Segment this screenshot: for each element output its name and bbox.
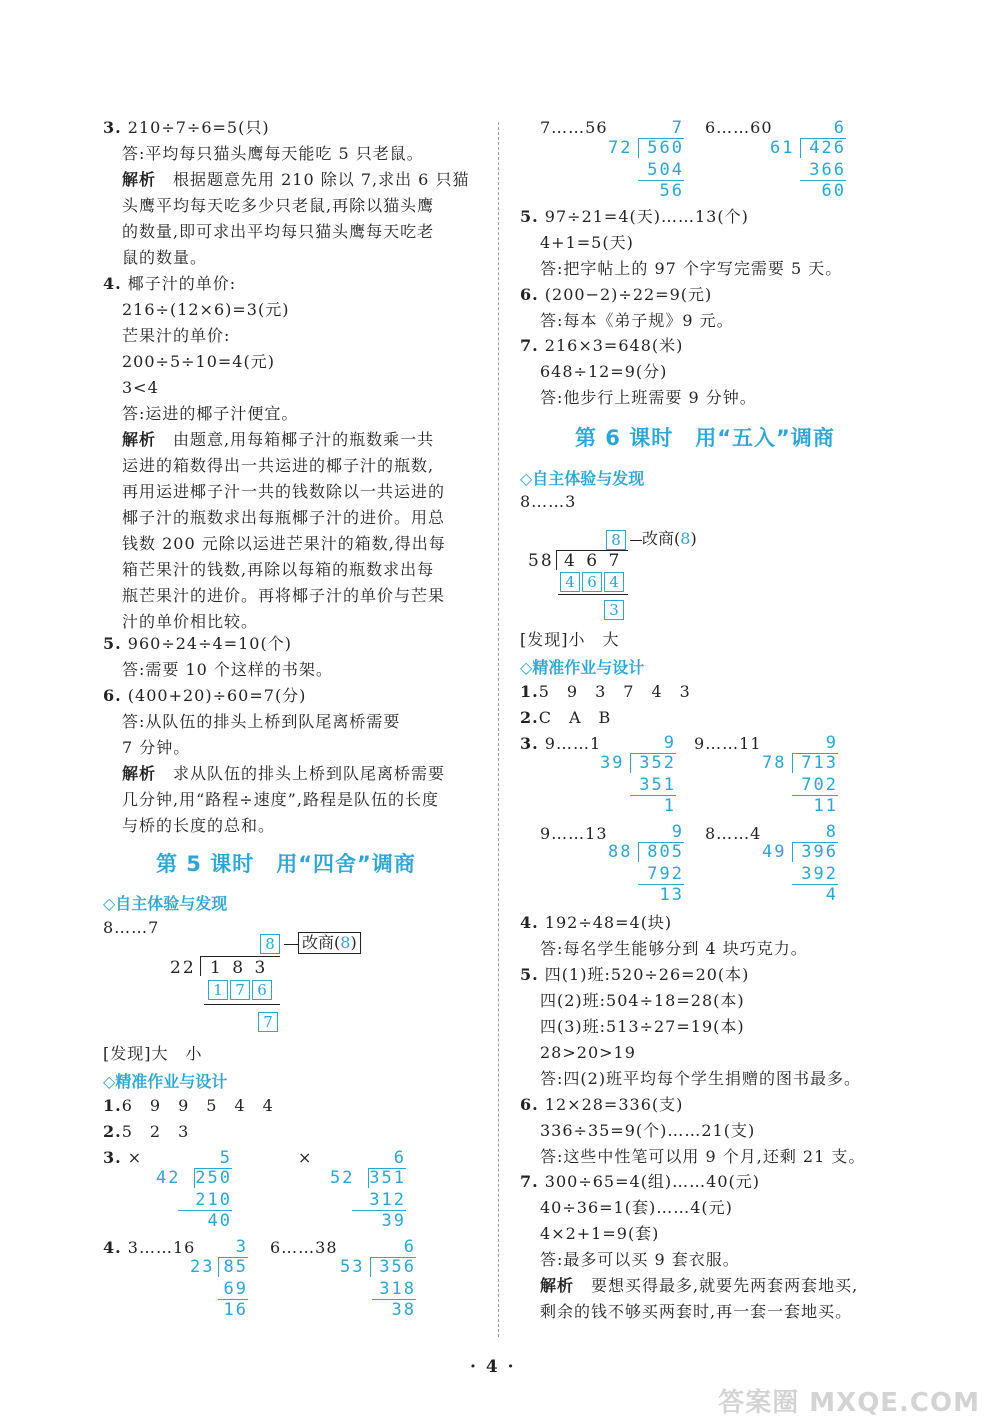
change-value: 8	[340, 933, 351, 952]
q4-analysis-1	[122, 428, 434, 452]
subtraction-bar	[204, 1004, 280, 1005]
q6-analysis-1	[122, 762, 445, 786]
q6-number: 6.	[520, 285, 539, 304]
discover-text: 大 小	[151, 1044, 203, 1063]
column-divider	[498, 122, 499, 1337]
dividend: 396	[801, 842, 838, 862]
r-q6-answer: 答:每本《弟子规》9 元。	[540, 311, 734, 330]
q4-analysis-3: 再用运进椰子汁一共的钱数除以一共运进的	[122, 482, 446, 501]
subtraction-bar	[558, 594, 628, 595]
r-q5-line2: 4+1=5(天)	[540, 233, 634, 252]
watermark-logo: 答案圈 MXQE.COM	[718, 1388, 980, 1418]
connector-line	[284, 944, 298, 945]
q4-analysis-6: 箱芒果汁的钱数,再除以每箱的瓶数求出每	[122, 560, 435, 579]
a4-number: 4.	[103, 1238, 122, 1257]
lesson6-answer: 8……3	[520, 492, 577, 511]
a2-text: 5 2 3	[121, 1122, 190, 1141]
a3-number: 3.	[103, 1148, 122, 1167]
remainder: 13	[659, 885, 684, 905]
quotient: 6	[393, 1148, 406, 1168]
lesson6-a6-answer: 答:这些中性笔可以用 9 个月,还剩 21 支。	[540, 1147, 866, 1166]
dividend: 250	[195, 1168, 232, 1188]
quotient: 7	[671, 118, 684, 138]
q5-line1	[103, 632, 292, 656]
page-number: · 4 ·	[470, 1357, 516, 1377]
q6-equation: (400+20)÷60=7(分)	[127, 686, 307, 705]
long-division	[608, 822, 684, 910]
long-division	[762, 733, 838, 821]
q6-number: 6.	[103, 686, 122, 705]
q4-analysis-8: 汁的单价相比较。	[122, 612, 259, 631]
divisor: 39	[600, 753, 625, 773]
change-value: 8	[680, 529, 691, 548]
r-q7-line2: 648÷12=9(分)	[540, 362, 668, 381]
connector-line	[630, 540, 642, 541]
long-division	[770, 118, 846, 206]
divisor: 22	[170, 958, 196, 978]
q6-analysis-3: 与桥的长度的总和。	[122, 816, 276, 835]
a6-number: 6.	[520, 1095, 539, 1114]
divisor: 49	[762, 842, 787, 862]
product-digit-box: 4	[560, 572, 580, 592]
division-bracket	[200, 956, 201, 976]
a3-text-1: 9……1	[544, 734, 602, 753]
lesson6-section-explore: ◇自主体验与发现	[520, 469, 645, 488]
division-bracket	[630, 753, 631, 773]
q4-line1	[103, 272, 236, 296]
a2-number: 2.	[520, 708, 539, 727]
product: 312	[369, 1190, 406, 1210]
q3-equation: 210÷7÷6=5(只)	[127, 118, 270, 137]
q4-line3: 芒果汁的单价:	[122, 326, 231, 345]
q4-answer: 答:运进的椰子汁便宜。	[122, 404, 299, 423]
division-bracket	[638, 842, 639, 862]
dividend: 356	[379, 1257, 416, 1277]
product: 366	[809, 160, 846, 180]
q4-line4: 200÷5÷10=4(元)	[122, 352, 275, 371]
change-quotient-note	[298, 932, 361, 954]
product: 392	[801, 864, 838, 884]
divisor: 88	[608, 842, 633, 862]
lesson6-a6	[520, 1093, 683, 1117]
lesson6-a6-line2: 336÷35=9(个)……21(支)	[540, 1121, 756, 1140]
division-bracket	[218, 1257, 219, 1277]
product: 351	[639, 775, 676, 795]
quotient: 9	[671, 822, 684, 842]
long-division	[762, 822, 838, 910]
q5-equation: 97÷21=4(天)……13(个)	[544, 207, 749, 226]
lesson6-analysis-2: 剩余的钱不够买两套时,再一套一套地买。	[540, 1302, 853, 1321]
divisor: 78	[762, 753, 787, 773]
q4-analysis-4: 椰子汁的瓶数求出每瓶椰子汁的进价。用总	[122, 508, 446, 527]
q4-text: 椰子汁的单价:	[127, 274, 237, 293]
q4-number: 4.	[103, 274, 122, 293]
divisor: 52	[330, 1168, 355, 1188]
q3-answer: 答:平均每只猫头鹰每天能吃 5 只老鼠。	[122, 144, 424, 163]
remainder: 1	[663, 796, 676, 816]
long-division	[600, 733, 676, 821]
q6-line1	[103, 684, 306, 708]
product: 69	[223, 1279, 248, 1299]
product: 702	[801, 775, 838, 795]
lesson5-section-explore: ◇自主体验与发现	[103, 894, 228, 913]
q7-number: 7.	[520, 336, 539, 355]
lesson6-a5	[520, 963, 749, 987]
q3-analysis-4: 鼠的数量。	[122, 248, 208, 267]
division-bracket	[556, 550, 557, 570]
lesson5-a1	[103, 1094, 274, 1118]
analysis-label: 解析	[122, 764, 157, 783]
q4-line2: 216÷(12×6)=3(元)	[122, 300, 290, 319]
lesson5-a3	[103, 1146, 142, 1170]
remainder: 4	[825, 885, 838, 905]
lesson5-discover	[103, 1042, 203, 1066]
a4-equation: 192÷48=4(块)	[544, 913, 673, 932]
dividend: 4 6 7	[564, 551, 623, 571]
lesson5-section-homework: ◇精准作业与设计	[103, 1072, 228, 1091]
dividend: 351	[369, 1168, 406, 1188]
division-bracket	[792, 753, 793, 773]
product: 792	[647, 864, 684, 884]
lesson6-a4	[520, 911, 672, 935]
long-division	[156, 1148, 232, 1236]
q5-number: 5.	[520, 207, 539, 226]
q3-analysis-3: 的数量,即可求出平均每只猫头鹰每天吃老	[122, 222, 435, 241]
product: 504	[647, 160, 684, 180]
q4-line5: 3<4	[122, 378, 159, 397]
top-text-1: 7……56	[540, 118, 608, 137]
remainder: 16	[223, 1300, 248, 1320]
lesson6-analysis-1	[540, 1274, 858, 1298]
lesson6-a3	[520, 732, 601, 756]
r-q5-line1	[520, 205, 749, 229]
a1-number: 1.	[520, 682, 539, 701]
a2-text: C A B	[538, 708, 612, 727]
r-q6-line1	[520, 283, 712, 307]
dividend: 1 8 3	[210, 958, 269, 978]
top-text-2: 6……60	[705, 118, 773, 137]
quotient: 6	[833, 118, 846, 138]
lesson6-a7-answer: 答:最多可以买 9 套衣服。	[540, 1250, 740, 1269]
r-q7-line1	[520, 334, 683, 358]
analysis-label: 解析	[122, 430, 157, 449]
q6-equation: (200−2)÷22=9(元)	[544, 285, 713, 304]
lesson6-a3-text2: 9……11	[694, 734, 762, 753]
q4-analysis-2: 运进的箱数得出一共运进的椰子汁的瓶数,	[122, 456, 435, 475]
a4-text-1: 3……16	[127, 1238, 196, 1257]
q4-analysis-5: 钱数 200 元除以运进芒果汁的箱数,得出每	[122, 534, 446, 553]
lesson5-division-diagram	[170, 930, 390, 1035]
lesson5-a4-text2: 6……38	[270, 1238, 338, 1257]
long-division	[190, 1237, 248, 1325]
q7-equation: 216×3=648(米)	[544, 336, 684, 355]
dividend: 805	[647, 842, 684, 862]
lesson6-a3-text4: 8……4	[705, 824, 762, 843]
q5-answer: 答:需要 10 个这样的书架。	[122, 660, 333, 679]
analysis-label: 解析	[540, 1276, 575, 1295]
division-bracket	[370, 1257, 371, 1277]
a1-text: 5 9 3 7 4 3	[538, 682, 691, 701]
q3-line1	[103, 116, 270, 140]
analysis-text: 要想买得最多,就要先两套两套地买,	[591, 1276, 859, 1295]
lesson6-discover	[520, 628, 620, 652]
q3-number: 3.	[103, 118, 122, 137]
discover-label: [发现]	[103, 1044, 152, 1063]
quotient-box: 8	[260, 934, 280, 954]
divisor: 42	[156, 1168, 181, 1188]
dividend: 713	[801, 753, 838, 773]
product-digit-box: 4	[604, 572, 624, 592]
division-bracket	[792, 842, 793, 862]
q6-answer-1: 答:从队伍的排头上桥到队尾离桥需要	[122, 712, 401, 731]
long-division	[608, 118, 684, 206]
change-close: )	[690, 529, 697, 548]
r-q7-answer: 答:他步行上班需要 9 分钟。	[540, 388, 757, 407]
product-digit-box: 6	[582, 572, 602, 592]
remainder-box: 7	[258, 1012, 278, 1032]
divisor: 61	[770, 138, 795, 158]
a1-number: 1.	[103, 1096, 122, 1115]
lesson5-title: 第 5 课时 用“四舍”调商	[156, 852, 416, 876]
q5-number: 5.	[103, 634, 122, 653]
a5-line1: 四(1)班:520÷26=20(本)	[544, 965, 750, 984]
divisor: 58	[528, 551, 554, 571]
product-boxes	[208, 980, 274, 1000]
remainder: 60	[821, 181, 846, 201]
quotient: 5	[219, 1148, 232, 1168]
a7-number: 7.	[520, 1172, 539, 1191]
a3-number: 3.	[520, 734, 539, 753]
analysis-text: 根据题意先用 210 除以 7,求出 6 只猫	[173, 170, 470, 189]
q6-analysis-2: 几分钟,用“路程÷速度”,路程是队伍的长度	[122, 790, 439, 809]
remainder: 11	[813, 796, 838, 816]
dividend: 426	[809, 138, 846, 158]
a2-number: 2.	[103, 1122, 122, 1141]
dividend: 352	[639, 753, 676, 773]
a5-number: 5.	[520, 965, 539, 984]
lesson6-section-homework: ◇精准作业与设计	[520, 658, 645, 677]
lesson6-a7-line2: 40÷36=1(套)……4(元)	[540, 1198, 733, 1217]
lesson6-a2	[520, 706, 611, 730]
a6-line1: 12×28=336(支)	[544, 1095, 684, 1114]
remainder: 38	[391, 1300, 416, 1320]
lesson5-answer: 8……7	[103, 918, 160, 937]
product: 318	[379, 1279, 416, 1299]
product-boxes	[560, 572, 626, 592]
a4-number: 4.	[520, 913, 539, 932]
q3-analysis-2: 头鹰平均每天吃多少只老鼠,再除以猫头鹰	[122, 196, 435, 215]
quotient: 3	[235, 1237, 248, 1257]
long-division	[330, 1148, 406, 1236]
change-quotient-note	[642, 528, 697, 550]
divisor: 53	[340, 1257, 365, 1277]
change-label: 改商(	[642, 529, 681, 548]
discover-text: 小 大	[568, 630, 620, 649]
change-close: )	[350, 933, 357, 952]
discover-label: [发现]	[520, 630, 569, 649]
lesson6-a5-answer: 答:四(2)班平均每个学生捐赠的图书最多。	[540, 1069, 862, 1088]
quotient: 8	[825, 822, 838, 842]
lesson6-a5-line3: 四(3)班:513÷27=19(本)	[540, 1017, 745, 1036]
quotient: 9	[825, 733, 838, 753]
analysis-text: 求从队伍的排头上桥到队尾离桥需要	[173, 764, 446, 783]
q3-analysis-1	[122, 168, 469, 192]
remainder: 56	[659, 181, 684, 201]
q5-equation: 960÷24÷4=10(个)	[127, 634, 292, 653]
division-bracket	[800, 138, 801, 158]
product-digit-box: 6	[252, 980, 272, 1000]
q4-analysis-7: 瓶芒果汁的进价。再将椰子汁的单价与芒果	[122, 586, 446, 605]
dividend: 85	[223, 1257, 248, 1277]
divisor: 72	[608, 138, 633, 158]
dividend: 560	[647, 138, 684, 158]
product-digit-box: 1	[208, 980, 228, 1000]
lesson6-division-diagram	[528, 526, 728, 626]
division-bracket	[638, 138, 639, 158]
lesson6-a7-line3: 4×2+1=9(套)	[540, 1224, 660, 1243]
analysis-text: 由题意,用每箱椰子汁的瓶数乘一共	[173, 430, 435, 449]
analysis-label: 解析	[122, 170, 157, 189]
remainder-box: 3	[604, 600, 624, 620]
lesson6-a5-line2: 四(2)班:504÷18=28(本)	[540, 991, 745, 1010]
divisor: 23	[190, 1257, 215, 1277]
lesson5-a2	[103, 1120, 189, 1144]
quotient: 6	[403, 1237, 416, 1257]
long-division	[340, 1237, 416, 1325]
division-bar	[200, 956, 280, 957]
r-q5-answer: 答:把字帖上的 97 个字写完需要 5 天。	[540, 259, 843, 278]
lesson6-a3-text3: 9……13	[540, 824, 608, 843]
quotient: 9	[663, 733, 676, 753]
lesson6-a5-line4: 28>20>19	[540, 1043, 636, 1062]
lesson6-a1	[520, 680, 691, 704]
lesson6-a4-answer: 答:每名学生能够分到 4 块巧克力。	[540, 939, 808, 958]
remainder: 39	[381, 1211, 406, 1231]
product: 210	[195, 1190, 232, 1210]
q6-answer-2: 7 分钟。	[122, 738, 191, 757]
a7-line1: 300÷65=4(组)……40(元)	[544, 1172, 761, 1191]
a1-text: 6 9 9 5 4 4	[121, 1096, 274, 1115]
a3-mark-1: ×	[127, 1148, 143, 1167]
remainder: 40	[207, 1211, 232, 1231]
lesson6-title: 第 6 课时 用“五入”调商	[575, 426, 835, 450]
change-label: 改商(	[302, 933, 341, 952]
quotient-box: 8	[606, 530, 626, 550]
lesson5-a3-mark2: ×	[298, 1148, 313, 1167]
lesson5-a4	[103, 1236, 195, 1260]
lesson6-a7	[520, 1170, 760, 1194]
product-digit-box: 7	[230, 980, 250, 1000]
